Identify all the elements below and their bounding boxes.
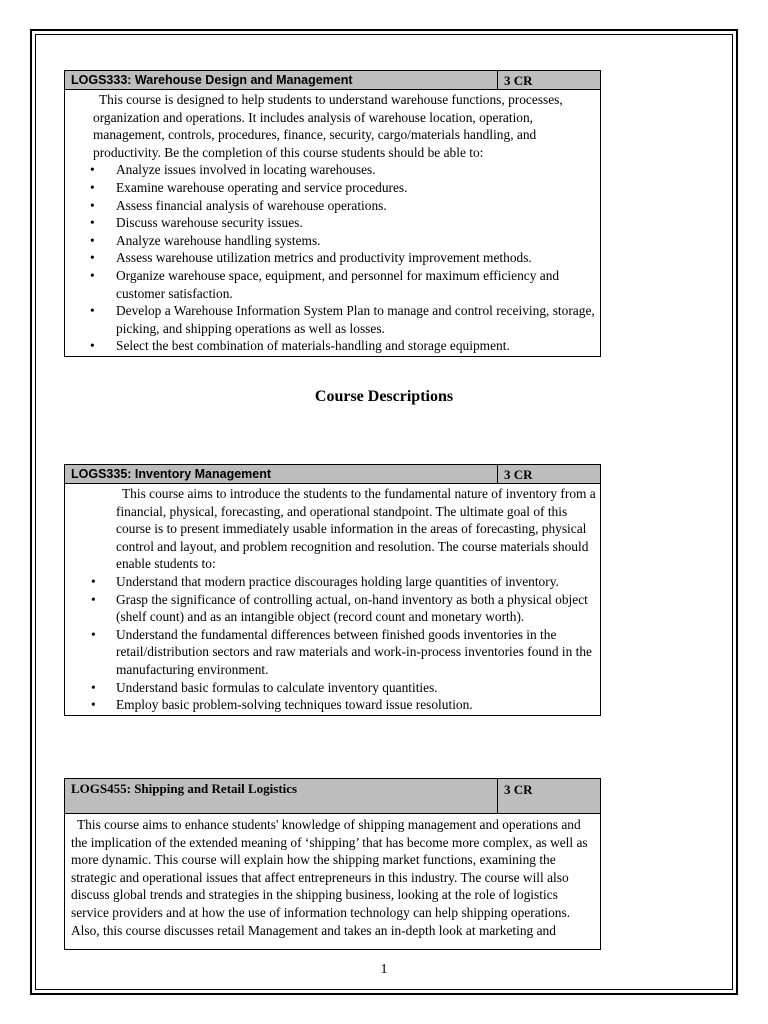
list-item-text: Assess financial analysis of warehouse operations. xyxy=(116,197,387,213)
course-title: LOGS333: Warehouse Design and Management xyxy=(65,71,498,89)
course-intro: This course is designed to help students to understand warehouse functions, processes, organization and operations. It includes analysis of warehouse location, operation, management, controls, procedures, finance, security, cargo/materials handling, and productivity. Be the completion of this course students should be able to: xyxy=(93,92,563,160)
bullet-icon: • xyxy=(91,573,96,589)
list-item-text: Organize warehouse space, equipment, and personnel for maximum efficiency and customer satisfaction. xyxy=(116,267,560,301)
course-header xyxy=(65,779,600,814)
list-item-text: Understand basic formulas to calculate inventory quantities. xyxy=(116,679,438,695)
course-credits: 3 CR xyxy=(504,782,533,797)
course-description xyxy=(65,90,600,356)
course-description xyxy=(65,484,600,715)
list-item xyxy=(90,267,596,302)
list-item-text: Select the best combination of materials-handling and storage equipment. xyxy=(116,338,510,354)
course-credits: 3 CR xyxy=(504,467,533,482)
course-credits: 3 CR xyxy=(504,73,533,88)
bullet-icon: • xyxy=(91,697,96,713)
section-heading: Course Descriptions xyxy=(314,388,454,405)
bullet-icon: • xyxy=(90,197,95,213)
course-box-logs455 xyxy=(64,778,601,950)
list-item-text: Understand that modern practice discourages holding large quantities of inventory. xyxy=(116,573,559,589)
bullet-icon: • xyxy=(90,215,95,231)
list-item-text: Analyze issues involved in locating warehouses. xyxy=(116,162,376,178)
course-description xyxy=(65,814,600,939)
list-item xyxy=(90,249,596,267)
learning-outcomes-list xyxy=(91,573,596,714)
course-intro: This course aims to introduce the students to the fundamental nature of inventory from a financial, physical, forecasting, and operational standpoint. The ultimate goal of this course is to present immediately usable information in the areas of forecasting, physical control and layout, and problem recognition and resolution. The course materials should enable students to: xyxy=(116,486,596,572)
list-item xyxy=(90,302,596,337)
list-item-text: Employ basic problem-solving techniques toward issue resolution. xyxy=(116,697,473,713)
bullet-icon: • xyxy=(90,303,95,319)
list-item-text: Grasp the significance of controlling actual, on-hand inventory as both a physical object (shelf count) and as an intangible object (record count and monetary worth). xyxy=(116,591,588,625)
list-item-text: Examine warehouse operating and service procedures. xyxy=(116,179,408,195)
list-item xyxy=(90,337,596,355)
course-title: LOGS455: Shipping and Retail Logistics xyxy=(65,779,498,813)
course-intro: This course aims to enhance students' knowledge of shipping management and operations and the implication of the extended meaning of ‘shipping’ that has become more complex, as well as more dynamic. This course will explain how the shipping market functions, examining the strategic and operational issues that affect entrepreneurs in this industry. The course will also discuss global trends and strategies in the shipping business, looking at the role of logistics service providers and at how the use of information technology can help shipping operations. Also, this course discusses retail Management and takes an in-depth look at marketing and xyxy=(71,817,588,938)
list-item xyxy=(91,626,596,679)
bullet-icon: • xyxy=(90,250,95,266)
learning-outcomes-list xyxy=(90,161,596,355)
course-title: LOGS335: Inventory Management xyxy=(65,465,498,483)
bullet-icon: • xyxy=(91,626,96,642)
bullet-icon: • xyxy=(91,591,96,607)
page-number: 1 xyxy=(380,962,388,977)
list-item-text: Develop a Warehouse Information System Plan to manage and control receiving, storage, picking, and shipping operations as well as losses. xyxy=(116,303,595,336)
list-item xyxy=(91,696,596,714)
bullet-icon: • xyxy=(90,179,95,195)
list-item-text: Assess warehouse utilization metrics and productivity improvement methods. xyxy=(116,250,532,266)
list-item xyxy=(91,591,596,626)
list-item xyxy=(90,214,596,232)
bullet-icon: • xyxy=(90,232,95,248)
list-item xyxy=(90,179,596,197)
course-header xyxy=(65,465,600,484)
list-item xyxy=(90,232,596,250)
list-item-text: Understand the fundamental differences between finished goods inventories in the retail/distribution sectors and raw materials and work-in-process inventories found in the manufacturing environment. xyxy=(116,626,592,677)
list-item-text: Discuss warehouse security issues. xyxy=(116,215,303,231)
course-box-logs335 xyxy=(64,464,601,716)
course-header xyxy=(65,71,600,90)
list-item-text: Analyze warehouse handling systems. xyxy=(116,232,321,248)
bullet-icon: • xyxy=(90,338,95,354)
list-item xyxy=(91,573,596,591)
list-item xyxy=(90,161,596,179)
list-item xyxy=(91,679,596,697)
bullet-icon: • xyxy=(91,679,96,695)
bullet-icon: • xyxy=(90,267,95,283)
course-box-logs333 xyxy=(64,70,601,357)
bullet-icon: • xyxy=(90,162,95,178)
list-item xyxy=(90,197,596,215)
